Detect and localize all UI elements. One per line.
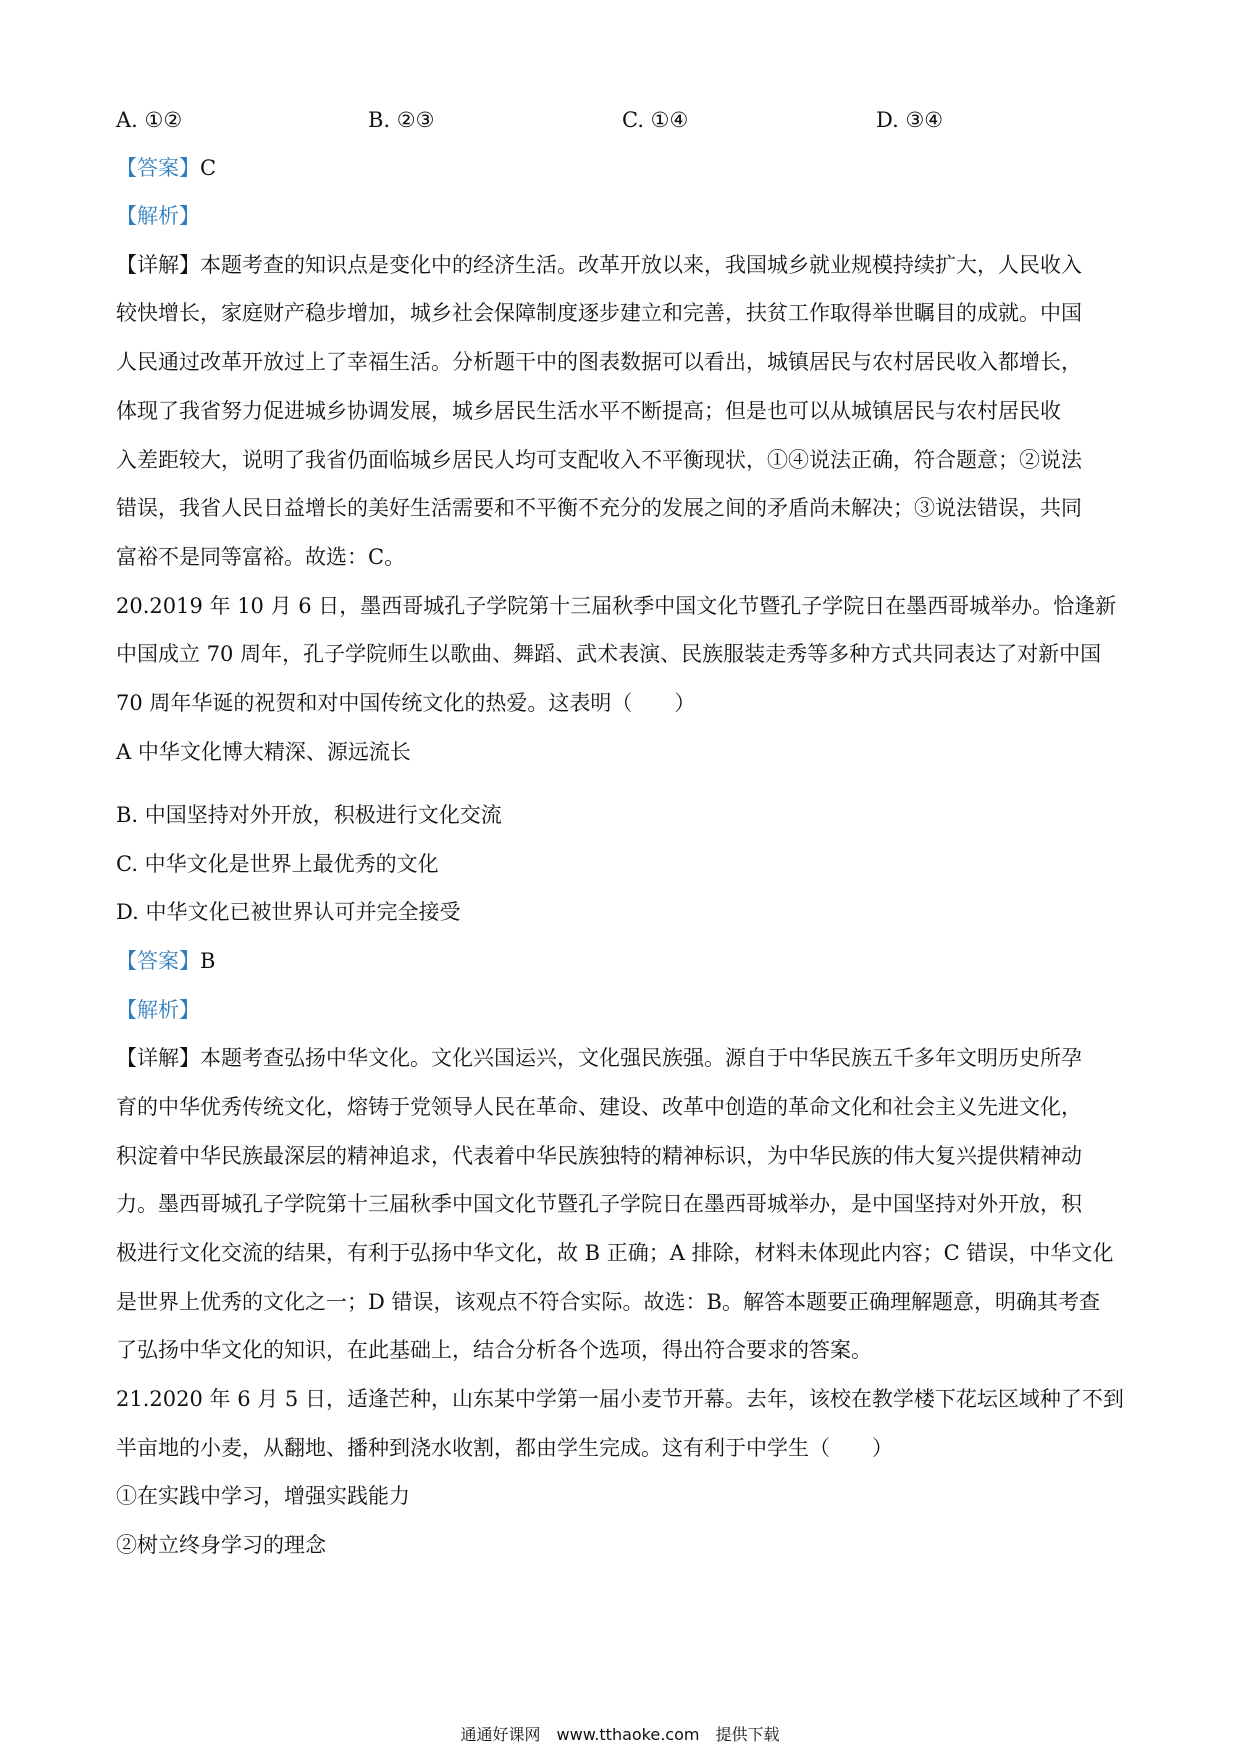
q20-stem-line-1: 20.2019 年 10 月 6 日，墨西哥城孔子学院第十三届秋季中国文化节暨孔子学院日在墨西哥城举办。恰逢新 [116, 594, 1117, 618]
answer-tag: 【答案】 [116, 156, 200, 180]
detail-text: 本题考查弘扬中华文化。文化兴国运兴，文化强民族强。源自于中华民族五千多年文明历史所孕 [200, 1046, 1082, 1070]
q19-options [116, 106, 1128, 134]
q19-detail-line-5: 入差距较大，说明了我省仍面临城乡居民人均可支配收入不平衡现状，①④说法正确，符合题意；②说法 [116, 448, 1082, 472]
q21-stem-line-2: 半亩地的小麦，从翻地、播种到浇水收割，都由学生完成。这有利于中学生（ ） [116, 1436, 893, 1460]
q20-option-a: A 中华文化博大精深、源远流长 [116, 740, 411, 764]
q19-detail-line-6: 错误，我省人民日益增长的美好生活需要和不平衡不充分的发展之间的矛盾尚未解决；③说法错误，共同 [116, 496, 1082, 520]
q19-option-d: D. ③④ [876, 108, 944, 132]
answer-tag: 【答案】 [116, 949, 200, 973]
q19-option-b: B. ②③ [368, 108, 435, 132]
analysis-tag: 【解析】 [116, 204, 200, 228]
detail-tag: 【详解】 [116, 1046, 200, 1070]
q19-detail-line-3: 人民通过改革开放过上了幸福生活。分析题干中的图表数据可以看出，城镇居民与农村居民收入都增长， [116, 350, 1082, 374]
q19-option-c: C. ①④ [622, 108, 689, 132]
q19-detail-line-1 [116, 251, 1128, 279]
q20-detail-line-4: 力。墨西哥城孔子学院第十三届秋季中国文化节暨孔子学院日在墨西哥城举办，是中国坚持对外开放，积 [116, 1192, 1082, 1216]
q21-item-1: ①在实践中学习，增强实践能力 [116, 1484, 410, 1508]
q21-stem-line-1: 21.2020 年 6 月 5 日，适逢芒种，山东某中学第一届小麦节开幕。去年，该校在教学楼下花坛区域种了不到 [116, 1387, 1124, 1411]
q20-stem-line-2: 中国成立 70 周年，孔子学院师生以歌曲、舞蹈、武术表演、民族服装走秀等多种方式共同表达了对新中国 [116, 642, 1102, 666]
q20-option-c: C. 中华文化是世界上最优秀的文化 [116, 852, 439, 876]
page-footer: 通通好课网 www.tthaoke.com 提供下载 [460, 1725, 780, 1744]
q20-analysis [116, 996, 1128, 1024]
detail-tag: 【详解】 [116, 253, 200, 277]
q19-option-a: A. ①② [116, 108, 183, 132]
q19-detail-line-4: 体现了我省努力促进城乡协调发展，城乡居民生活水平不断提高；但是也可以从城镇居民与农村居民收 [116, 399, 1061, 423]
q19-detail-line-7: 富裕不是同等富裕。故选：C。 [116, 545, 406, 569]
q20-stem-line-3: 70 周年华诞的祝贺和对中国传统文化的热爱。这表明（ ） [116, 691, 696, 715]
answer-value: B [200, 949, 216, 973]
q19-analysis [116, 202, 1128, 230]
q20-option-d: D. 中华文化已被世界认可并完全接受 [116, 900, 461, 924]
q20-option-b: B. 中国坚持对外开放，积极进行文化交流 [116, 803, 502, 827]
q20-detail-line-5: 极进行文化交流的结果，有利于弘扬中华文化，故 B 正确；A 排除，材料未体现此内容；C 错误，中华文化 [116, 1241, 1114, 1265]
q20-answer [116, 947, 1128, 975]
q19-answer [116, 154, 1128, 182]
detail-text: 本题考查的知识点是变化中的经济生活。改革开放以来，我国城乡就业规模持续扩大，人民收入 [200, 253, 1082, 277]
analysis-tag: 【解析】 [116, 998, 200, 1022]
q20-detail-line-3: 积淀着中华民族最深层的精神追求，代表着中华民族独特的精神标识，为中华民族的伟大复兴提供精神动 [116, 1144, 1082, 1168]
q20-detail-line-2: 育的中华优秀传统文化，熔铸于党领导人民在革命、建设、改革中创造的革命文化和社会主义先进文化， [116, 1095, 1082, 1119]
q19-detail-line-2: 较快增长，家庭财产稳步增加，城乡社会保障制度逐步建立和完善，扶贫工作取得举世瞩目的成就。中国 [116, 301, 1082, 325]
q20-detail-line-1 [116, 1044, 1128, 1072]
q20-detail-line-7: 了弘扬中华文化的知识，在此基础上，结合分析各个选项，得出符合要求的答案。 [116, 1338, 872, 1362]
q21-item-2: ②树立终身学习的理念 [116, 1533, 326, 1557]
q20-detail-line-6: 是世界上优秀的文化之一；D 错误，该观点不符合实际。故选：B。解答本题要正确理解题意，明确其考查 [116, 1290, 1100, 1314]
answer-value: C [200, 156, 217, 180]
